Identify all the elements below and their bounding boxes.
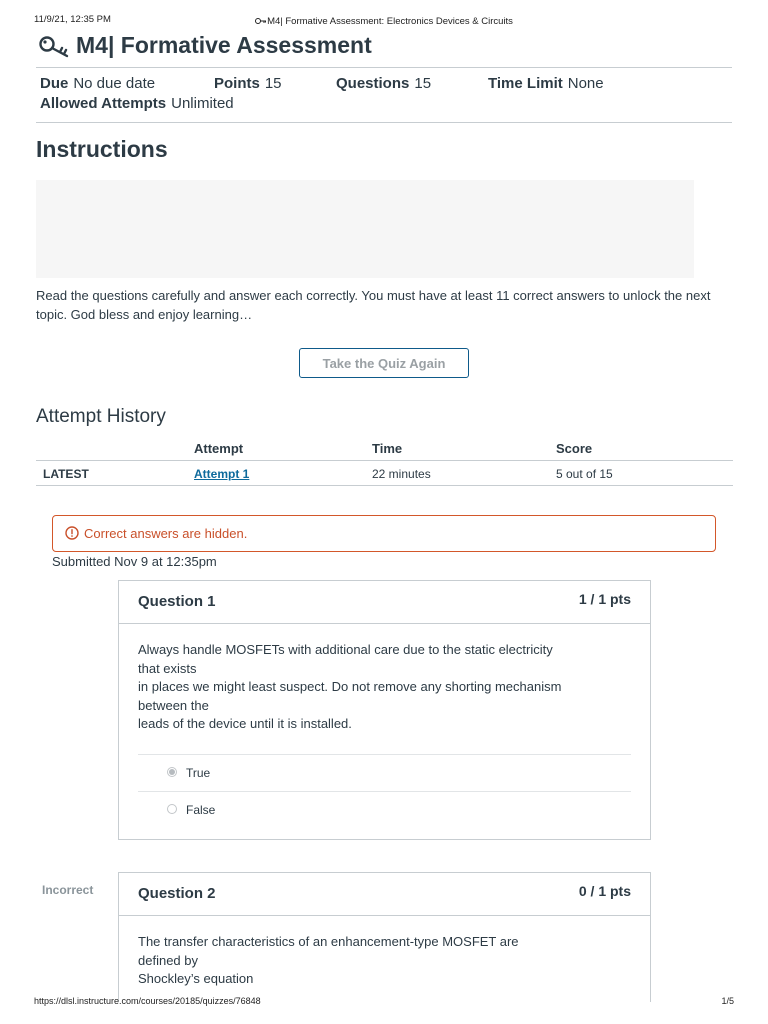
due-label: Due (40, 75, 69, 92)
question-points: 0 / 1 pts (578, 883, 631, 899)
due-value: No due date (73, 75, 156, 92)
print-page-number: 1/5 (721, 996, 734, 1006)
attempts-value: Unlimited (171, 95, 234, 112)
latest-label: LATEST (43, 467, 89, 481)
question-1-card (118, 580, 651, 840)
alert-text: Correct answers are hidden. (84, 526, 248, 541)
question-header (119, 581, 650, 624)
points-detail (214, 75, 282, 92)
column-header-attempt: Attempt (194, 441, 244, 456)
key-icon (38, 34, 70, 58)
question-header (119, 873, 650, 916)
question-text (119, 624, 650, 734)
take-quiz-again-button[interactable]: Take the Quiz Again (299, 348, 469, 378)
question-text-line: Always handle MOSFETs with additional care due to the static electricity (138, 642, 553, 657)
print-url: https://dlsl.instructure.com/courses/20185/quizzes/76848 (34, 996, 261, 1006)
attempts-detail (40, 95, 234, 112)
attempt-history-table (36, 436, 733, 486)
question-text-line: between the (138, 697, 209, 713)
submitted-timestamp: Submitted Nov 9 at 12:35pm (52, 554, 217, 569)
questions-label: Questions (336, 75, 410, 92)
question-text-line: The transfer characteristics of an enhancement-type MOSFET are (138, 934, 519, 949)
question-text-line: leads of the device until it is installed. (138, 716, 352, 731)
correct-answers-hidden-alert (52, 515, 716, 552)
question-text-line: Shockley’s equation (138, 971, 254, 986)
incorrect-status-label: Incorrect (42, 883, 94, 897)
question-text-line: in places we might least suspect. Do not remove any shorting mechanism (138, 679, 562, 694)
time-limit-label: Time Limit (488, 75, 563, 92)
table-header-row (36, 436, 733, 461)
points-value: 15 (264, 75, 282, 92)
instructions-image-placeholder (36, 180, 694, 278)
attempt-score: 5 out of 15 (556, 467, 613, 481)
question-2-card (118, 872, 651, 1002)
attempt-history-heading: Attempt History (36, 406, 166, 427)
instructions-heading: Instructions (36, 136, 168, 162)
radio-button-selected[interactable] (167, 767, 177, 777)
key-icon (255, 17, 267, 25)
quiz-details (36, 67, 732, 123)
print-footer (34, 996, 734, 1008)
question-text (119, 916, 650, 989)
question-text-line: defined by (138, 952, 198, 968)
warning-circle-icon (65, 526, 79, 540)
time-limit-value: None (567, 75, 604, 92)
attempts-label: Allowed Attempts (40, 95, 167, 112)
page-title-row (38, 32, 372, 59)
answer-label: True (186, 765, 211, 780)
page-title: M4| Formative Assessment (76, 32, 372, 58)
attempt-1-link[interactable]: Attempt 1 (194, 467, 250, 481)
question-text-line: that exists (138, 660, 197, 676)
questions-detail (336, 75, 431, 92)
answer-option-true[interactable] (138, 755, 631, 792)
answer-list (138, 754, 631, 828)
question-title: Question 2 (138, 885, 216, 902)
table-row (36, 461, 733, 486)
answer-label: False (186, 802, 216, 817)
print-doc-title (34, 16, 734, 27)
answer-option-false[interactable] (138, 792, 631, 828)
due-detail (40, 75, 155, 92)
question-points: 1 / 1 pts (578, 591, 631, 607)
time-limit-detail (488, 75, 604, 92)
instructions-text: Read the questions carefully and answer each correctly. You must have at least 11 correct answers to unlock the next topic. God bless and enjoy learning… (36, 288, 711, 322)
questions-value: 15 (414, 75, 432, 92)
attempt-time: 22 minutes (372, 467, 431, 481)
question-title: Question 1 (138, 593, 216, 610)
column-header-score: Score (556, 441, 593, 456)
print-doc-title-text: M4| Formative Assessment: Electronics Devices & Circuits (267, 16, 513, 27)
points-label: Points (214, 75, 260, 92)
radio-button[interactable] (167, 804, 177, 814)
print-header (34, 14, 734, 28)
print-timestamp: 11/9/21, 12:35 PM (34, 14, 111, 25)
column-header-time: Time (372, 441, 403, 456)
